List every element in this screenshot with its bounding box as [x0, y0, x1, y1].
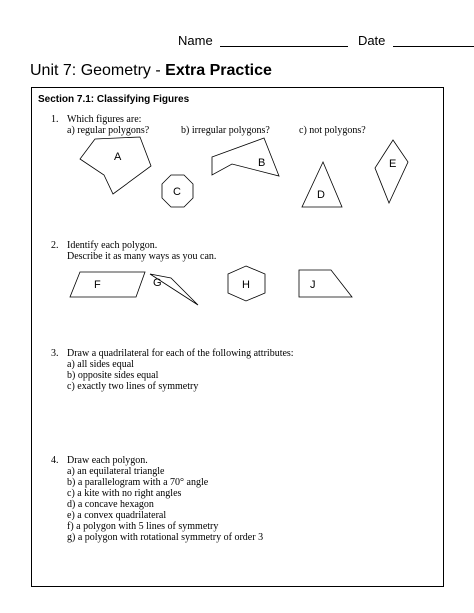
title-prefix: Unit 7: Geometry - [30, 62, 166, 79]
figure-b-shape [212, 138, 279, 176]
q4-item-c: c) a kite with no right angles [67, 488, 182, 499]
q4-prompt: Draw each polygon. [67, 455, 148, 466]
figure-f-label: F [94, 279, 101, 291]
figure-e-label: C [173, 186, 181, 198]
section-title: Section 7.1: Classifying Figures [38, 94, 190, 105]
figure-h-label: H [242, 279, 250, 291]
figure-j-shape [299, 270, 352, 297]
q2-number: 2. [51, 240, 59, 251]
q4-item-b: b) a parallelogram with a 70° angle [67, 477, 209, 488]
q4-item-f: f) a polygon with 5 lines of symmetry [67, 521, 219, 532]
figure-a-label: A [114, 151, 122, 163]
q3-number: 3. [51, 348, 59, 359]
q1-option-a: a) regular polygons? [67, 125, 150, 136]
q1-option-c: c) not polygons? [299, 125, 366, 136]
name-label: Name [178, 33, 213, 48]
figure-d-label: E [389, 158, 397, 170]
figure-j-label: J [310, 279, 316, 291]
q4-number: 4. [51, 455, 59, 466]
q1-prompt: Which figures are: [67, 114, 142, 125]
q4-item-e: e) a convex quadrilateral [67, 510, 167, 521]
figure-b-label: B [258, 157, 266, 169]
q4-item-a: a) an equilateral triangle [67, 466, 165, 477]
q4-item-g: g) a polygon with rotational symmetry of order 3 [67, 532, 264, 543]
figure-d-shape [375, 140, 408, 203]
q2-line1: Identify each polygon. [67, 240, 158, 251]
q3-item-b: b) opposite sides equal [67, 370, 159, 381]
date-label: Date [357, 33, 386, 48]
q2-line2: Describe it as many ways as you can. [67, 251, 217, 262]
q3-item-c: c) exactly two lines of symmetry [67, 381, 199, 392]
figure-a-shape [80, 137, 151, 194]
q3-prompt: Draw a quadrilateral for each of the following attributes: [67, 348, 294, 359]
q4-item-d: d) a concave hexagon [67, 499, 154, 510]
figure-g-label: G [153, 277, 162, 289]
q1-option-b: b) irregular polygons? [181, 125, 270, 136]
q1-number: 1. [51, 114, 59, 125]
title-bold: Extra Practice [165, 62, 272, 79]
q3-item-a: a) all sides equal [67, 359, 134, 370]
figure-c-label: D [317, 189, 325, 201]
figure-f-shape [70, 272, 145, 297]
